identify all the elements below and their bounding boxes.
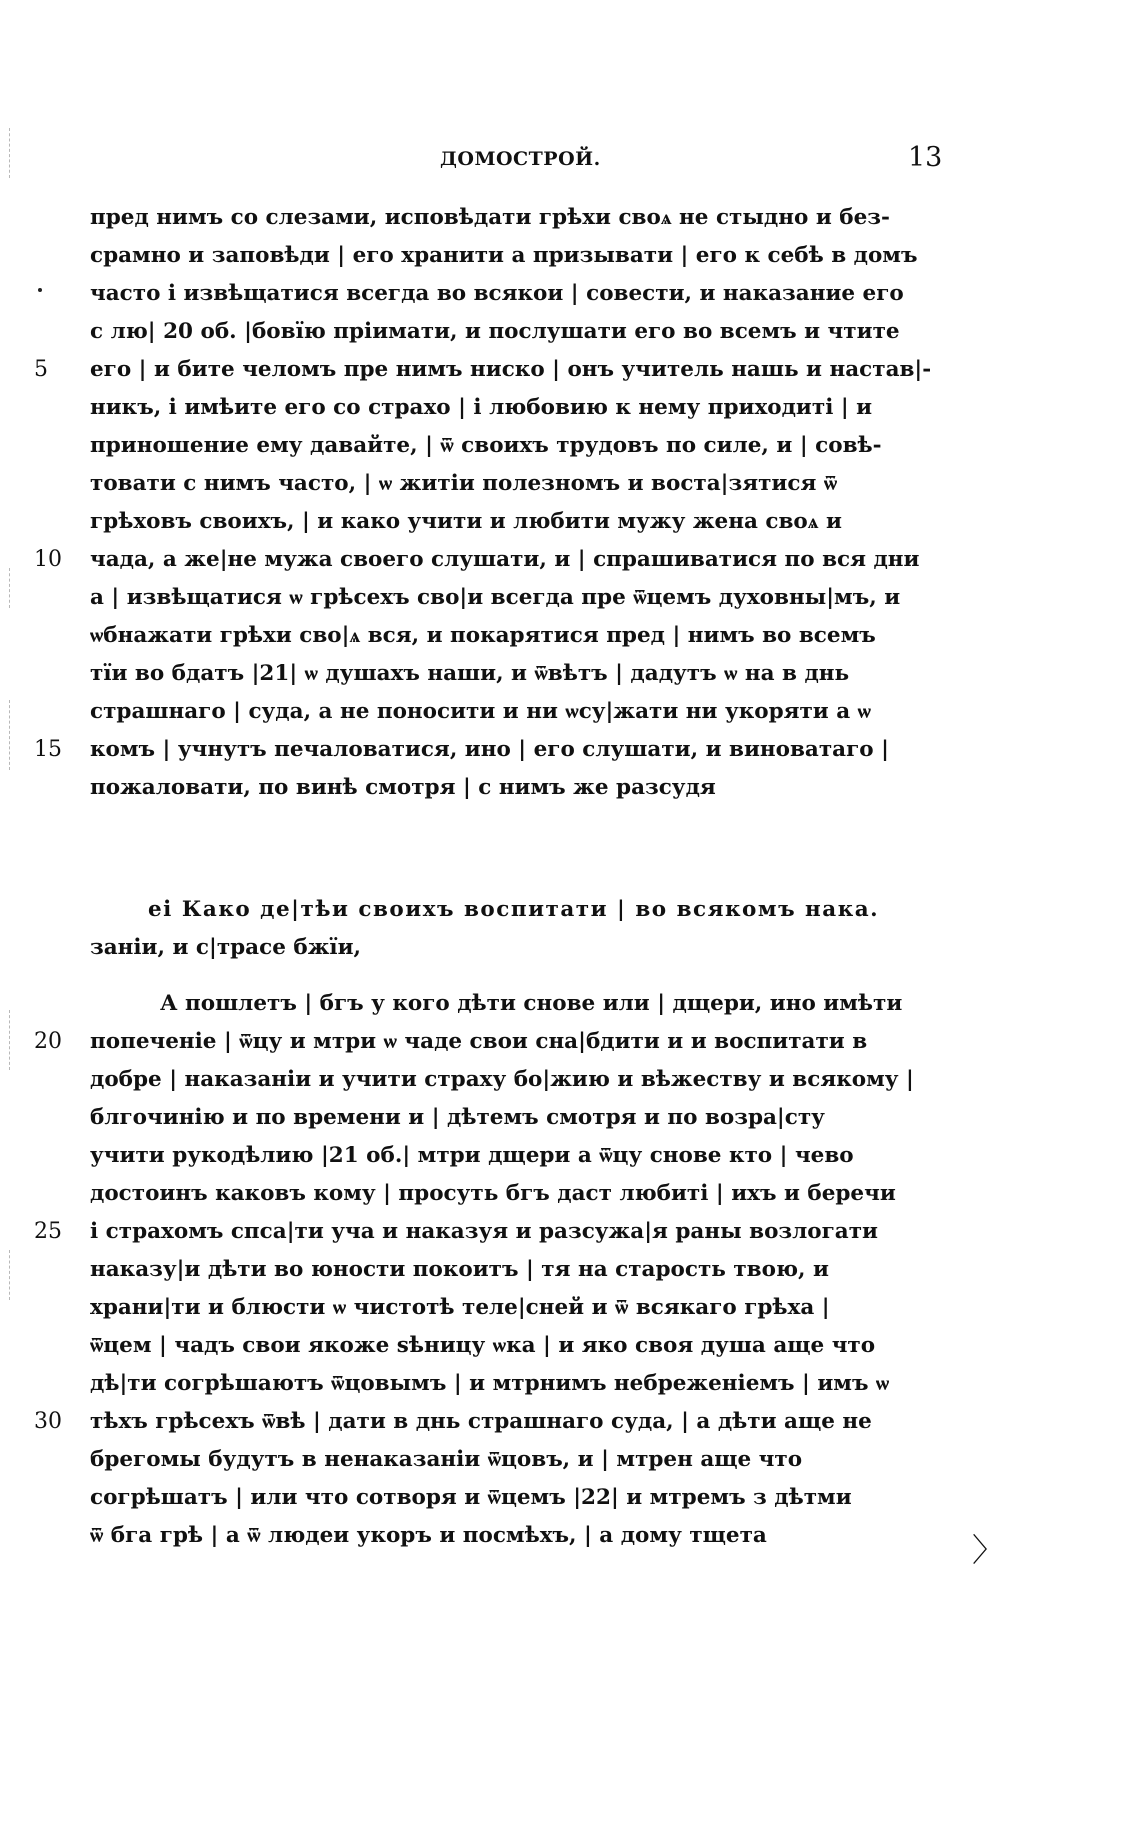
text-line: пред нимъ со слезами, исповѣдати грѣхи своѧ не стыдно и без-: [90, 205, 890, 230]
text-line: никъ, і имѣите его со страхо | і любовию к нему приходиті | и: [90, 395, 873, 420]
section-heading-line-2: заніи, и с|трасе бжїи,: [90, 935, 362, 960]
text-line: товати с нимъ часто, | ѡ житіи полезномъ и воста|зятися ѿ: [90, 471, 838, 496]
section-heading-line-1: еі Како де|тѣи своихъ воспитати | во всякомъ нака.: [148, 897, 880, 922]
text-line: его | и бите челомъ пре нимъ ниско | онъ учитель нашь и настав|-: [90, 357, 932, 382]
text-line: срамно и заповѣди | его хранити а призывати | его к себѣ в домъ: [90, 243, 918, 268]
text-line: грѣховъ своихъ, | и како учити и любити мужу жена своѧ и: [90, 509, 842, 534]
margin-rule: [9, 1010, 10, 1070]
margin-dot: [38, 288, 42, 292]
line-number: 15: [34, 737, 62, 762]
text-line: а | извѣщатися ѡ грѣсехъ сво|и всегда пре ѿцемъ духовны|мъ, и: [90, 585, 901, 610]
text-line: достоинъ каковъ кому | просуть бгъ даст любиті | ихъ и беречи: [90, 1181, 896, 1206]
text-line: тїи во бдатъ |21| ѡ душахъ наши, и ѿвѣтъ | дадутъ ѡ на в днь: [90, 661, 850, 686]
text-line: і страхомъ спса|ти уча и наказуя и разсужа|я раны возлогати: [90, 1219, 879, 1244]
text-line: согрѣшатъ | или что сотворя и ѿцемъ |22| и мтремъ з дѣтми: [90, 1485, 852, 1510]
text-line: комъ | учнутъ печаловатися, ино | его слушати, и виноватаго |: [90, 737, 889, 762]
text-line: чада, а же|не мужа своего слушати, и | спрашиватися по вся дни: [90, 547, 920, 572]
line-number: 20: [34, 1029, 62, 1054]
text-line: храни|ти и блюсти ѡ чистотѣ теле|сней и ѿ всякаго грѣха |: [90, 1295, 830, 1320]
text-line: часто і извѣщатися всегда во всякои | совести, и наказание его: [90, 281, 904, 306]
text-line: тѣхъ грѣсехъ ѿвѣ | дати в днь страшнаго суда, | а дѣти аще не: [90, 1409, 872, 1434]
margin-rule: [9, 568, 10, 608]
text-line: А пошлетъ | бгъ у кого дѣти снове или | дщери, ино имѣти: [160, 991, 903, 1016]
text-line: ѡбнажати грѣхи сво|ѧ вся, и покарятися пред | нимъ во всемъ: [90, 623, 876, 648]
text-line: с лю| 20 об. |бовїю пріимати, и послушати его во всемъ и чтите: [90, 319, 900, 344]
text-line: дѣ|ти согрѣшаютъ ѿцовымъ | и мтрнимъ небреженіемъ | имъ ѡ: [90, 1371, 890, 1396]
text-line: страшнаго | суда, а не поносити и ни ѡсу|жати ни укоряти а ѡ: [90, 699, 871, 724]
text-line: пожаловати, по винѣ смотря | с нимъ же разсудя: [90, 775, 716, 800]
text-line: приношение ему давайте, | ѿ своихъ трудовъ по силе, и | совѣ-: [90, 433, 882, 458]
line-number: 5: [34, 357, 48, 382]
line-number: 30: [34, 1409, 62, 1434]
running-head: ДОМОСТРОЙ.: [440, 148, 601, 170]
margin-rule: [9, 1250, 10, 1300]
margin-rule: [9, 700, 10, 770]
text-line: добре | наказаніи и учити страху бо|жию и вѣжеству и всякому |: [90, 1067, 914, 1092]
margin-mark: 〉: [972, 1531, 1005, 1569]
margin-rule: [9, 128, 10, 178]
text-line: ѿцем | чадъ свои якоже ѕѣницу ѡка | и яко своя душа аще что: [90, 1333, 876, 1358]
text-line: попеченіе | ѿцу и мтри ѡ чаде свои сна|бдити и и воспитати в: [90, 1029, 868, 1054]
page-number: 13: [908, 142, 943, 173]
text-line: наказу|и дѣти во юности покоитъ | тя на старость твою, и: [90, 1257, 829, 1282]
line-number: 25: [34, 1219, 62, 1244]
text-line: ѿ бга грѣ | а ѿ людеи укоръ и посмѣхъ, | а дому тщета: [90, 1523, 767, 1548]
text-line: учити рукодѣлию |21 об.| мтри дщери а ѿцу снове кто | чево: [90, 1143, 854, 1168]
text-line: блгочинію и по времени и | дѣтемъ смотря и по возра|сту: [90, 1105, 825, 1130]
text-line: брегомы будутъ в ненаказаніи ѿцовъ, и | мтрен аще что: [90, 1447, 803, 1472]
line-number: 10: [34, 547, 62, 572]
